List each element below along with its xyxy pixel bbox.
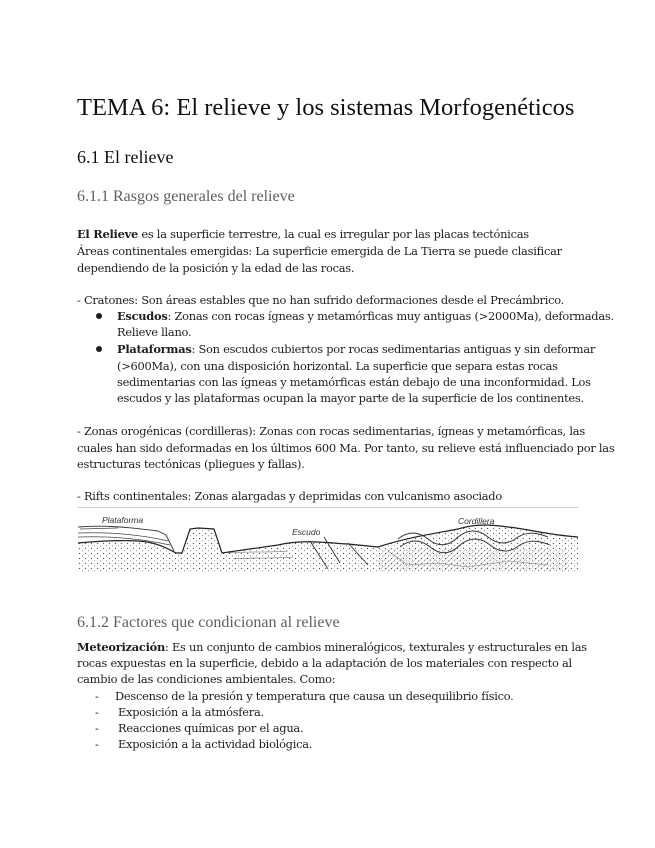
cratones-line: - Cratones: Son áreas estables que no han sufrido deformaciones desde el Precámbrico. [77,293,565,307]
meteorizacion-line-1 [77,639,587,655]
areas-line-1: Áreas continentales emergidas: La superficie emergida de La Tierra se puede clasificar [77,244,562,258]
meteorizacion-text: : Es un conjunto de cambios mineralógicos, texturales y estructurales en las [165,640,587,654]
dash-marker: - [95,689,99,703]
meteorizacion-line-2: rocas expuestas en la superficie, debido a la adaptación de los materiales con respecto al [77,656,572,670]
plataformas-line-4: escudos y las plataformas ocupan la mayor parte de la superficie de los continentes. [117,391,584,405]
bullet-icon [96,313,102,319]
dash-marker: - [95,705,99,719]
bullet-icon [96,346,102,352]
escudos-text: : Zonas con rocas ígneas y metamórficas muy antiguas (>2000Ma), deformadas. [167,309,614,323]
plataformas-line-3: sedimentarias con las ígneas y metamórficas están debajo de una inconformidad. Los [117,375,591,389]
escudos-line-1 [117,308,614,324]
orogenicas-line-3: estructuras tectónicas (pliegues y fallas). [77,457,305,471]
subsection-heading-2: 6.1.2 Factores que condicionan al relieve [77,614,340,631]
figure-label-cordillera: Cordillera [458,516,495,526]
plataformas-line-1 [117,341,595,357]
relief-cross-section-figure [78,507,580,579]
relieve-term: El Relieve [77,227,138,241]
factor-item: Exposición a la actividad biológica. [118,737,313,751]
escudos-term: Escudos [117,309,168,323]
subsection-heading-1: 6.1.1 Rasgos generales del relieve [77,188,295,205]
factor-item: Exposición a la atmósfera. [118,705,264,719]
meteorizacion-term: Meteorización [77,640,166,654]
dash-marker: - [95,721,99,735]
rifts-line: - Rifts continentales: Zonas alargadas y deprimidas con vulcanismo asociado [77,489,502,503]
meteorizacion-line-3: cambio de las condiciones ambientales. Como: [77,672,336,686]
factor-item: Descenso de la presión y temperatura que causa un desequilibrio físico. [115,689,514,703]
figure-label-escudo: Escudo [292,527,321,537]
areas-line-2: dependiendo de la posición y la edad de las rocas. [77,261,355,275]
orogenicas-line-2: cuales han sido deformadas en los últimos 600 Ma. Por tanto, su relieve está influenciado por las [77,441,615,455]
escudos-line-2: Relieve llano. [117,325,192,339]
orogenicas-line-1: - Zonas orogénicas (cordilleras): Zonas con rocas sedimentarias, ígneas y metamórficas, las [77,424,585,438]
section-heading: 6.1 El relieve [77,147,174,167]
relieve-definition [77,226,529,242]
plataformas-term: Plataformas [117,342,192,356]
dash-marker: - [95,737,99,751]
relieve-definition-text: es la superficie terrestre, la cual es irregular por las placas tectónicas [137,227,529,241]
factor-item: Reacciones químicas por el agua. [118,721,304,735]
figure-label-plataforma: Plataforma [102,515,144,525]
document-title: TEMA 6: El relieve y los sistemas Morfogenéticos [77,94,575,121]
plataformas-line-2: (>600Ma), con una disposición horizontal. La superficie que separa estas rocas [117,359,558,373]
plataformas-text: : Son escudos cubiertos por rocas sedimentarias antiguas y sin deformar [191,342,596,356]
